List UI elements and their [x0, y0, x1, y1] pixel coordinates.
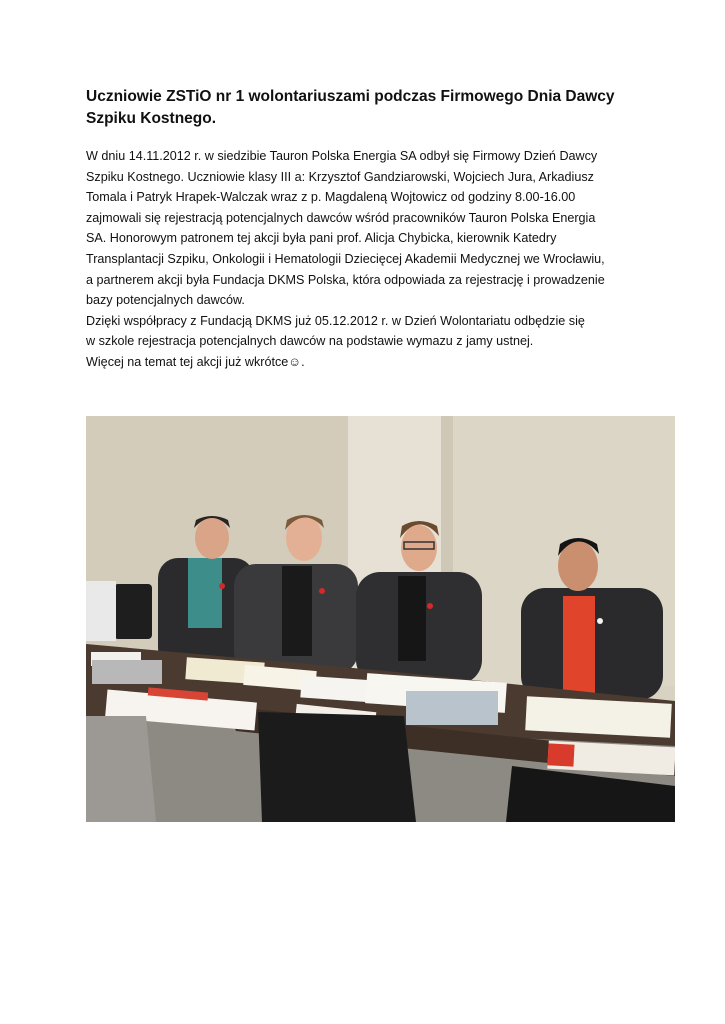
body-line: Szpiku Kostnego. Uczniowie klasy III a: Krzysztof Gandziarowski, Wojciech Jura, Arkadiusz	[86, 169, 594, 184]
body-line: bazy potencjalnych dawców.	[86, 293, 245, 308]
body-line: Więcej na temat tej akcji już wkrótce☺.	[86, 354, 305, 369]
body-line: Dzięki współpracy z Fundacją DKMS już 05.12.2012 r. w Dzień Wolontariatu odbędzie się	[86, 313, 585, 328]
article-title: Uczniowie ZSTiO nr 1 wolontariuszami podczas Firmowego Dnia Dawcy Szpiku Kostnego.	[86, 88, 615, 127]
body-line: w szkole rejestracja potencjalnych dawców na podstawie wymazu z jamy ustnej.	[86, 334, 534, 349]
body-line: W dniu 14.11.2012 r. w siedzibie Tauron Polska Energia SA odbył się Firmowy Dzień Dawcy	[86, 149, 598, 163]
body-line: zajmowali się rejestracją potencjalnych dawców wśród pracowników Tauron Polska Energia	[86, 210, 596, 225]
event-photo	[86, 416, 675, 822]
body-line: SA. Honorowym patronem tej akcji była pani prof. Alicja Chybicka, kierownik Katedry	[86, 231, 557, 246]
body-line: a partnerem akcji była Fundacja DKMS Polska, która odpowiada za rejestrację i prowadzenie	[86, 272, 605, 287]
body-line: Tomala i Patryk Hrapek-Walczak wraz z p. Magdaleną Wojtowicz od godziny 8.00-16.00	[86, 190, 576, 205]
body-line: Transplantacji Szpiku, Onkologii i Hematologii Dziecięcej Akademii Medycznej we Wrocławiu,	[86, 251, 605, 266]
article-body	[86, 146, 656, 373]
